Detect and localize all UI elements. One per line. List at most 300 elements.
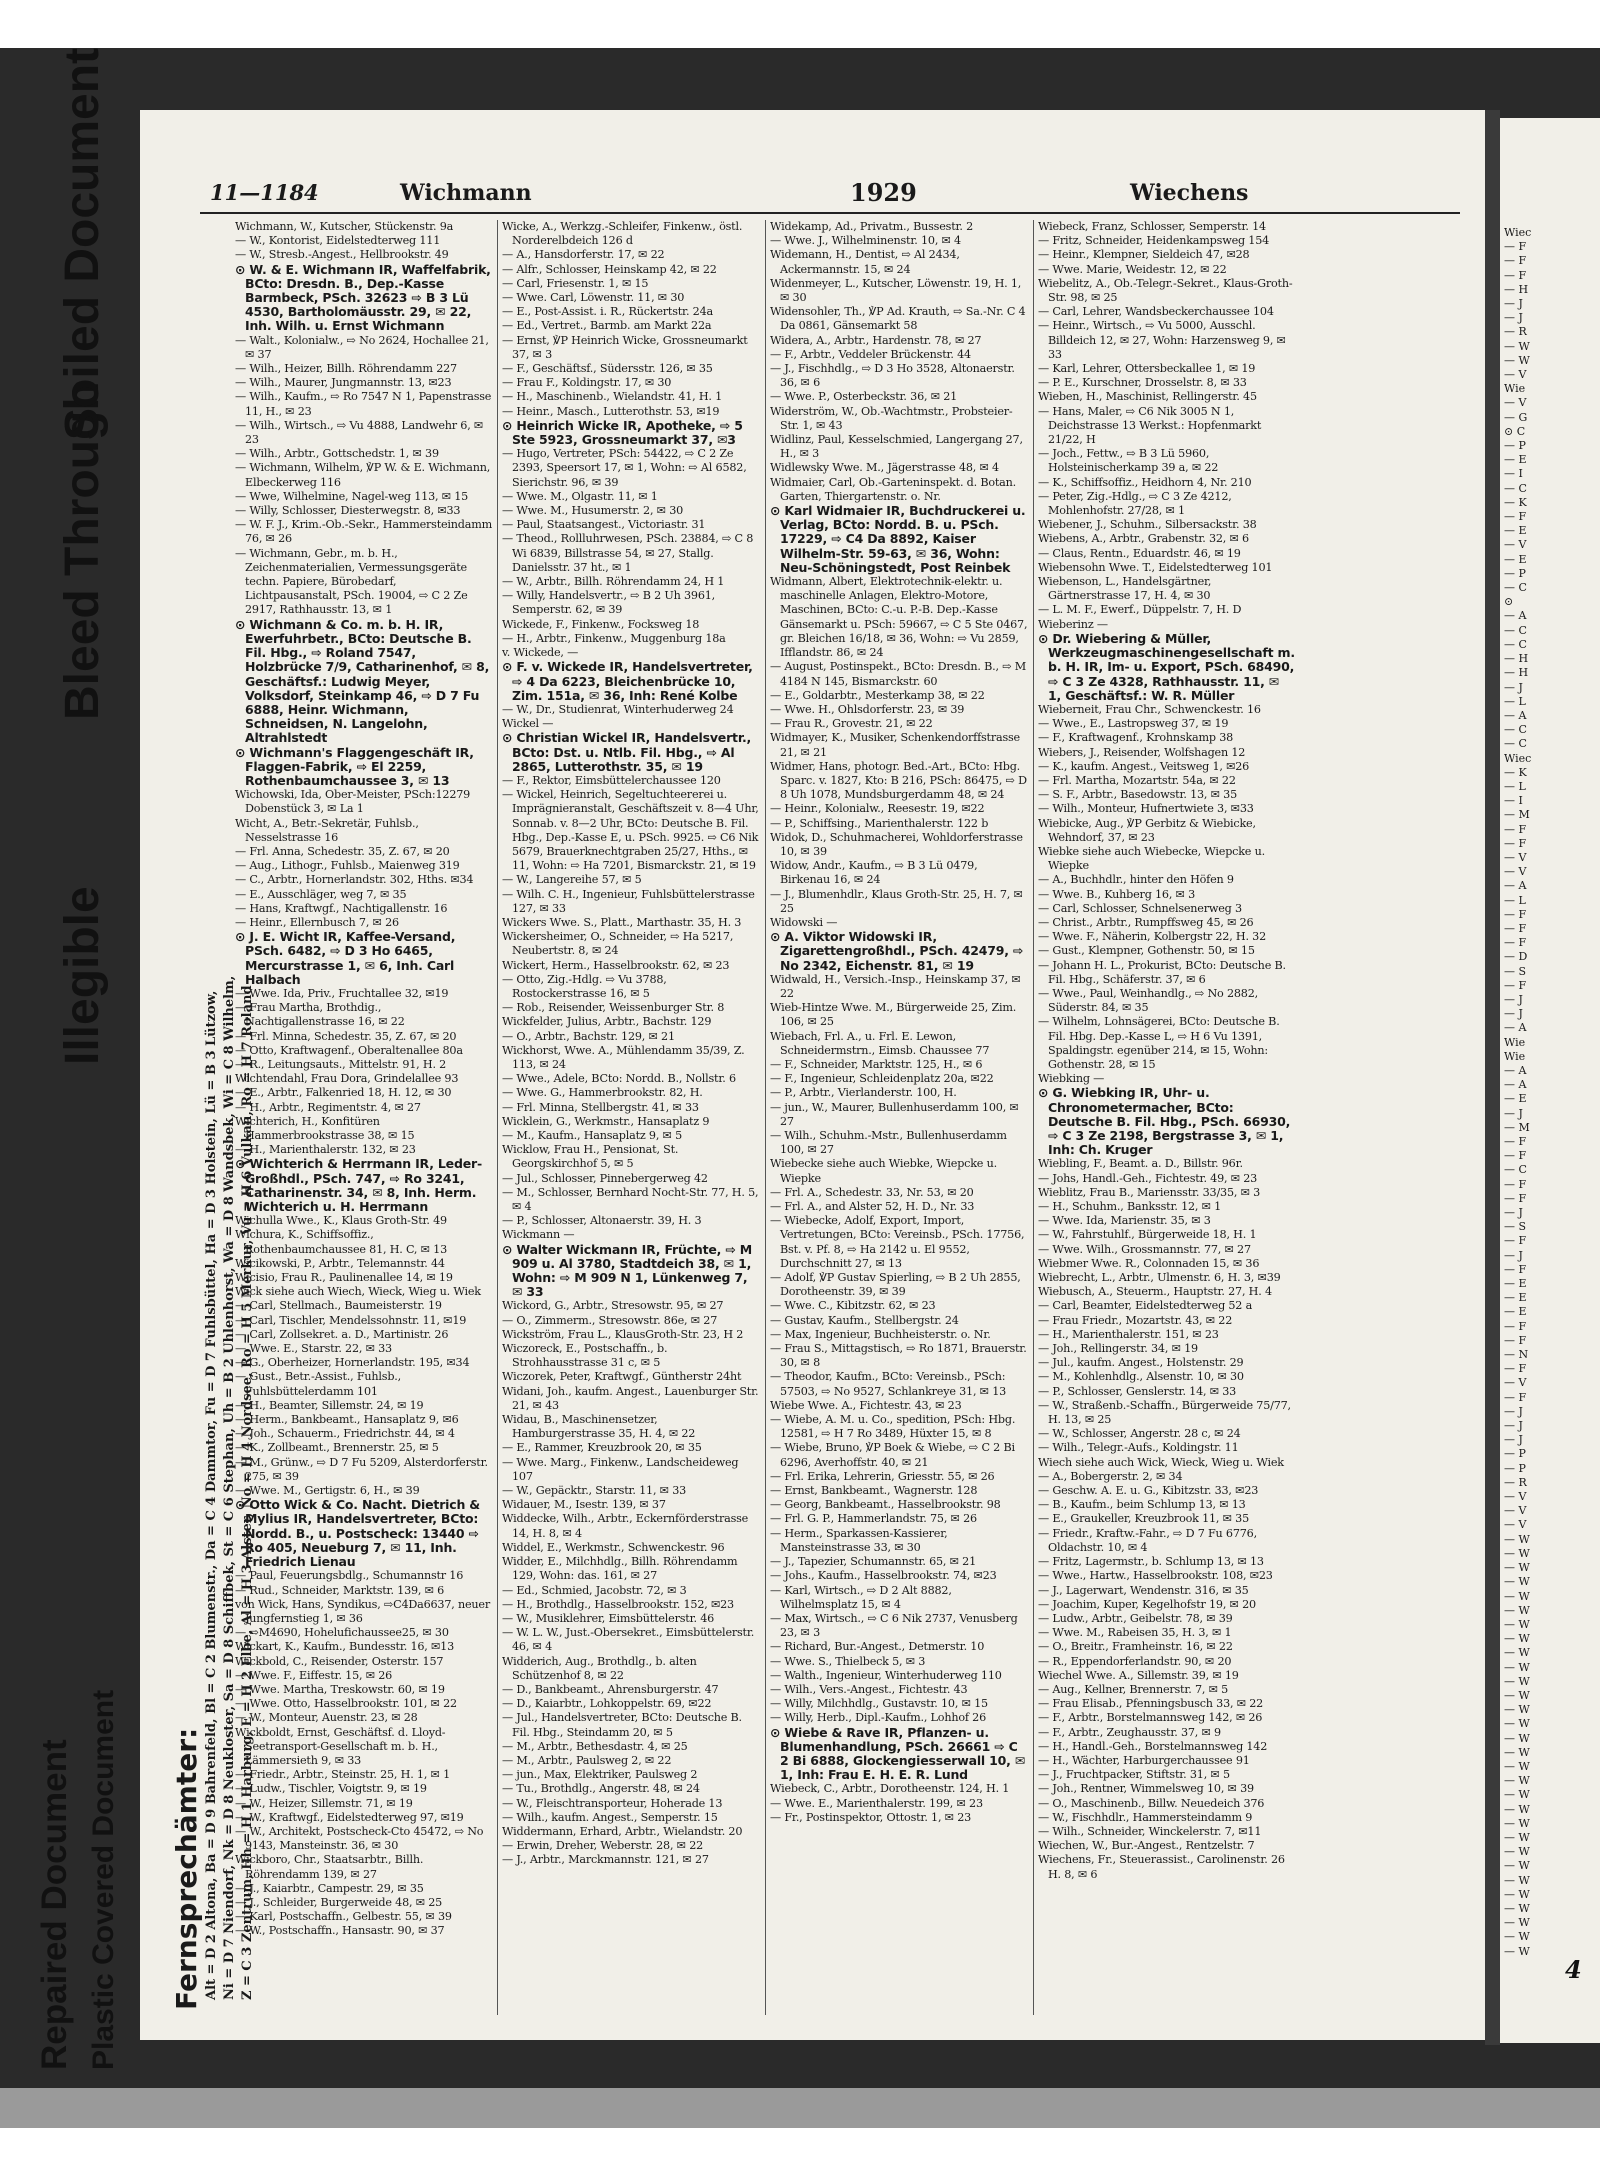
- directory-page: [140, 110, 1485, 2040]
- directory-entry: Wickord, G., Arbtr., Stresowstr. 95, ✉ 27: [502, 1299, 724, 1313]
- label-illegible: Illegible: [56, 886, 109, 1065]
- directory-entry: — Heinr., Masch., Lutterothstr. 53, ✉19: [502, 404, 720, 418]
- directory-entry: — W. L. W., Just.-Obersekret., Eimsbüttelerstr. 46, ✉ 4: [502, 1626, 755, 1654]
- directory-entry: — W., Gepäcktr., Starstr. 11, ✉ 33: [502, 1484, 687, 1498]
- directory-entry: — Frl. Anna, Schedestr. 35, Z. 67, ✉ 20: [235, 844, 450, 858]
- directory-entry: Widauer, M., Isestr. 139, ✉ 37: [502, 1498, 666, 1512]
- directory-entry: — Willy, Schlosser, Diesterwegstr. 8, ✉33: [235, 504, 461, 518]
- directory-entry: ⊙ Heinrich Wicke IR, Apotheke, ⇨ 5 Ste 5923, Grossneumarkt 37, ✉3: [502, 417, 743, 448]
- directory-entry: — Friedr., Arbtr., Steinstr. 25, H. 1, ✉ 1: [235, 1768, 450, 1782]
- next-page-line: — H: [1504, 652, 1529, 666]
- directory-entry: Wickart, K., Kaufm., Bundesstr. 16, ✉13: [235, 1640, 455, 1654]
- directory-entry: — F., Kraftwagenf., Krohnskamp 38: [1038, 731, 1234, 745]
- directory-entry: — E., Rammer, Kreuzbrook 20, ✉ 35: [502, 1441, 702, 1455]
- directory-entry: Widdecke, Wilh., Arbtr., Eckernförderstrasse 14, H. 8, ✉ 4: [502, 1512, 749, 1540]
- directory-entry: — H., Maschinenb., Wielandstr. 41, H. 1: [502, 390, 723, 404]
- directory-entry: — Wwe. J., Wilhelminenstr. 10, ✉ 4: [770, 234, 961, 248]
- next-page-line: ⊙ C: [1504, 424, 1526, 438]
- directory-entry: Widow, Andr., Kaufm., ⇨ B 3 Lü 0479, Birkenau 16, ✉ 24: [770, 859, 978, 887]
- next-page-line: — F: [1504, 1390, 1527, 1404]
- next-page-line: — J: [1504, 1007, 1523, 1021]
- directory-entry: — F., Arbtr., Borstelmannsweg 142, ✉ 26: [1038, 1711, 1263, 1725]
- directory-entry: — M., Arbtr., Bethesdastr. 4, ✉ 25: [502, 1739, 688, 1753]
- directory-entry: — Ernst, Bankbeamt., Wagnerstr. 128: [770, 1484, 978, 1498]
- next-page-line: — W: [1504, 1561, 1530, 1575]
- next-page-line: — J: [1504, 1206, 1523, 1220]
- next-page-line: — F: [1504, 978, 1527, 992]
- next-page-line: — F: [1504, 1191, 1527, 1205]
- next-page-line: — W: [1504, 1603, 1530, 1617]
- next-page-line: — A: [1504, 1078, 1527, 1092]
- directory-entry: — Wiebe, A. M. u. Co., spedition, PSch: Hbg. 12581, ⇨ H 7 Ro 3489, Hüxter 15, ✉ 8: [770, 1413, 1016, 1441]
- directory-entry: — Wwe. Carl, Löwenstr. 11, ✉ 30: [502, 291, 685, 305]
- directory-entry: — jun., Max, Elektriker, Paulsweg 2: [502, 1768, 698, 1782]
- next-page-line: — V: [1504, 1504, 1527, 1518]
- directory-entry: — Wilh., Kaufm., ⇨ Ro 7547 N 1, Papenstrasse 11, H., ✉ 23: [235, 390, 492, 418]
- next-page-line: — F: [1504, 240, 1527, 254]
- next-page-line: — F: [1504, 936, 1527, 950]
- next-page-line: — C: [1504, 581, 1527, 595]
- next-page-line: — N: [1504, 1348, 1529, 1362]
- directory-entry: — Wilh., kaufm. Angest., Semperstr. 15: [502, 1810, 718, 1824]
- directory-entry: Wickel —: [502, 717, 554, 731]
- directory-entry: von Wick, Hans, Syndikus, ⇨C4Da6637, neuer Jungfernstieg 1, ✉ 36: [235, 1597, 490, 1625]
- directory-entry: — Alfr., Schlosser, Heinskamp 42, ✉ 22: [502, 262, 717, 276]
- directory-entry: — F., Arbtr., Zeughausstr. 37, ✉ 9: [1038, 1725, 1221, 1739]
- directory-entry: Wieb-Hintze Wwe. M., Bürgerweide 25, Zim. 106, ✉ 25: [770, 1001, 1017, 1029]
- next-page-edge: [1500, 118, 1600, 2043]
- directory-entry: — Ludw., Tischler, Voigtstr. 9, ✉ 19: [235, 1782, 427, 1796]
- directory-entry: — Aug., Kellner, Brennerstr. 7, ✉ 5: [1038, 1682, 1229, 1696]
- directory-entry: ⊙ Karl Widmaier IR, Buchdruckerei u. Verlag, BCto: Nordd. B. u. PSch. 17229, ⇨ C4 Da 8892, Kaiser Wilhelm-Str. 59-63, ✉ 36, Wohn: Neu-Schöningstedt, Post Reinbek: [770, 503, 1026, 575]
- next-page-line: — C: [1504, 723, 1527, 737]
- next-page-line: — W: [1504, 1717, 1530, 1731]
- next-page-line: — V: [1504, 368, 1527, 382]
- directory-entry: — Joh., Schauerm., Friedrichstr. 44, ✉ 4: [235, 1427, 455, 1441]
- next-page-line: — F: [1504, 1177, 1527, 1191]
- directory-entry: Wicke, A., Werkzg.-Schleifer, Finkenw., östl. Norderelbdeich 126 d: [502, 220, 743, 248]
- legend-line-1: Alt = D 2 Altona, Ba = D 9 Bahrenfeld, Bl = C 2 Blumenstr., Da = C 4 Dammtor, Fu = D 7 Fuhlsbüttel, Ha = D 3 Holstein, Lü = B 3 Lützow,: [204, 990, 219, 2000]
- directory-entry: — Jul., Schlosser, Pinnebergerweg 42: [502, 1171, 708, 1185]
- directory-entry: Wickhorst, Wwe. A., Mühlendamm 35/39, Z. 113, ✉ 24: [502, 1043, 745, 1071]
- directory-entry: — Fritz, Lagermstr., b. Schlump 13, ✉ 13: [1038, 1555, 1264, 1569]
- directory-entry: Wiebach, Frl. A., u. Frl. E. Lewon, Schneidermstrn., Eimsb. Chaussee 77: [770, 1029, 990, 1057]
- next-page-line: — K: [1504, 495, 1527, 509]
- directory-entry: — Rud., Schneider, Marktstr. 139, ✉ 6: [235, 1583, 445, 1597]
- directory-entry: ⊙ Christian Wickel IR, Handelsvertr., BCto: Dst. u. Ntlb. Fil. Hbg., ⇨ Al 2865, Lutterothstr. 35, ✉ 19: [502, 730, 752, 774]
- next-page-line: — J: [1504, 1419, 1523, 1433]
- next-page-line: — P: [1504, 566, 1526, 580]
- next-page-line: — A: [1504, 879, 1527, 893]
- directory-column-2: [502, 220, 760, 2020]
- directory-entry: Wickersheimer, O., Schneider, ⇨ Ha 5217, Neubertstr. 8, ✉ 24: [502, 930, 734, 958]
- next-page-line: — J: [1504, 1433, 1523, 1447]
- directory-entry: — W., Fischhdlr., Hammersteindamm 9: [1038, 1810, 1253, 1824]
- next-page-line: — W: [1504, 1830, 1530, 1844]
- next-page-line: — F: [1504, 268, 1527, 282]
- directory-entry: — O., Arbtr., Bachstr. 129, ✉ 21: [502, 1029, 675, 1043]
- directory-entry: — Fritz, Schneider, Heidenkampsweg 154: [1038, 234, 1270, 248]
- directory-entry: — Wilh., Monteur, Hufnertwiete 3, ✉33: [1038, 802, 1254, 816]
- directory-entry: — P., Schlosser, Genslerstr. 14, ✉ 33: [1038, 1384, 1237, 1398]
- directory-entry: — H., Wächter, Harburgerchaussee 91: [1038, 1753, 1250, 1767]
- next-page-line: — M: [1504, 1120, 1530, 1134]
- next-page-line: — W: [1504, 1759, 1530, 1773]
- next-page-line: — L: [1504, 694, 1526, 708]
- directory-entry: — Herm., Sparkassen-Kassierer, Mansteinstrasse 33, ✉ 30: [770, 1526, 948, 1554]
- next-page-line: — V: [1504, 1518, 1527, 1532]
- directory-entry: — B., Kaufm., beim Schlump 13, ✉ 13: [1038, 1498, 1246, 1512]
- directory-entry: — D., Bankbeamt., Ahrensburgerstr. 47: [502, 1682, 719, 1696]
- directory-entry: Wickström, Frau L., KlausGroth-Str. 23, H 2: [502, 1327, 744, 1341]
- directory-entry: — Johann H. L., Prokurist, BCto: Deutsche B. Fil. Hbg., Schäferstr. 37, ✉ 6: [1038, 958, 1286, 986]
- next-page-line: — C: [1504, 637, 1527, 651]
- directory-entry: — Frl. A., and Alster 52, H. D., Nr. 33: [770, 1200, 975, 1214]
- directory-entry: — Wilh., Arbtr., Gottschedstr. 1, ✉ 39: [235, 447, 439, 461]
- directory-entry: Wieberinz —: [1038, 617, 1108, 631]
- directory-entry: Wichterich, H., Konfitüren Hammerbrookstrasse 38, ✉ 15: [235, 1114, 415, 1142]
- next-page-line: — E: [1504, 1092, 1527, 1106]
- directory-entry: — R., Eppendorferlandstr. 90, ✉ 20: [1038, 1654, 1232, 1668]
- directory-entry: Widdel, E., Werkmstr., Schwenckestr. 96: [502, 1540, 725, 1554]
- next-page-line: — E: [1504, 453, 1527, 467]
- next-page-line: — W: [1504, 1575, 1530, 1589]
- directory-entry: — O., Maschinenb., Billw. Neuedeich 376: [1038, 1796, 1265, 1810]
- directory-entry: Wichulla Wwe., K., Klaus Groth-Str. 49: [235, 1214, 447, 1228]
- directory-entry: v. Wickede, —: [502, 646, 579, 660]
- next-page-line: — H: [1504, 666, 1529, 680]
- directory-entry: — W., Schlosser, Angerstr. 28 c, ✉ 24: [1038, 1427, 1241, 1441]
- directory-entry: ⊙ F. v. Wickede IR, Handelsvertreter, ⇨ 4 Da 6223, Bleichenbrücke 10, Zim. 151a, ✉ 36, Inh: René Kolbe: [502, 659, 753, 703]
- directory-entry: — Fr., Postinspektor, Ottostr. 1, ✉ 23: [770, 1810, 972, 1824]
- next-page-line: — I: [1504, 467, 1523, 481]
- directory-entry: Wiebe Wwe. A., Fichtestr. 43, ✉ 23: [770, 1398, 962, 1412]
- directory-entry: — A., Hansdorferstr. 17, ✉ 22: [502, 248, 665, 262]
- directory-entry: — Wwe. Ida, Marienstr. 35, ✉ 3: [1038, 1214, 1211, 1228]
- directory-entry: — W. F. J., Krim.-Ob.-Sekr., Hammersteindamm 76, ✉ 26: [235, 518, 493, 546]
- directory-entry: — Tu., Brothdlg., Angerstr. 48, ✉ 24: [502, 1782, 700, 1796]
- next-page-line: — W: [1504, 1873, 1530, 1887]
- directory-entry: — Jul., Handelsvertreter, BCto: Deutsche B. Fil. Hbg., Steindamm 20, ✉ 5: [502, 1711, 742, 1739]
- directory-entry: — Wwe. Ida, Priv., Fruchtallee 32, ✉19: [235, 986, 449, 1000]
- directory-entry: — H., Schuhm., Banksstr. 12, ✉ 1: [1038, 1200, 1222, 1214]
- directory-entry: Wiebeck, C., Arbtr., Dorotheenstr. 124, H. 1: [770, 1782, 1010, 1796]
- directory-entry: — K., kaufm. Angest., Veitsweg 1, ✉26: [1038, 759, 1250, 773]
- directory-entry: — Wwe. G., Hammerbrookstr. 82, H.: [502, 1086, 703, 1100]
- directory-entry: — P. E., Kurschner, Drosselstr. 8, ✉ 33: [1038, 376, 1247, 390]
- next-page-line: — W: [1504, 1930, 1530, 1944]
- directory-entry: — J., Kaiarbtr., Campestr. 29, ✉ 35: [235, 1881, 424, 1895]
- directory-entry: — H., Brothdlg., Hasselbrookstr. 152, ✉23: [502, 1597, 734, 1611]
- directory-entry: — W., Kraftwgf., Eidelstedterweg 97, ✉19: [235, 1810, 464, 1824]
- directory-entry: — Wwe. E., Marienthalerstr. 199, ✉ 23: [770, 1796, 983, 1810]
- next-page-line: — F: [1504, 907, 1527, 921]
- directory-entry: — Wilh., Wirtsch., ⇨ Vu 4888, Landwehr 6, ✉ 23: [235, 418, 484, 447]
- directory-entry: — Wwe. Wilh., Grossmannstr. 77, ✉ 27: [1038, 1242, 1251, 1256]
- next-page-line: — W: [1504, 1944, 1530, 1958]
- directory-entry: Wiebenson, L., Handelsgärtner, Gärtnerstrasse 17, H. 4, ✉ 30: [1038, 575, 1212, 603]
- directory-entry: Wiebicke, Aug., ℣P Gerbitz & Wiebicke, Wehndorf, 37, ✉ 23: [1038, 816, 1256, 844]
- directory-entry: — Wwe., Paul, Weinhandlg., ⇨ No 2882, Süderstr. 84, ✉ 35: [1038, 986, 1258, 1015]
- directory-entry: — W., Arbtr., Billh. Röhrendamm 24, H 1: [502, 575, 725, 589]
- directory-entry: — Johs, Handl.-Geh., Fichtestr. 49, ✉ 23: [1038, 1171, 1258, 1185]
- label-repaired: Repaired Document: [35, 1739, 74, 2070]
- directory-entry: — W., Architekt, Postscheck-Cto 45472, ⇨ No 9143, Mansteinstr. 36, ✉ 30: [235, 1824, 484, 1853]
- next-page-line: Wiec: [1504, 751, 1532, 765]
- directory-entry: — Willy, Milchhdlg., Gustavstr. 10, ✉ 15: [770, 1697, 988, 1711]
- directory-entry: — Paul, Staatsangest., Victoriastr. 31: [502, 518, 706, 532]
- directory-entry: Wiebers, J., Reisender, Wolfshagen 12: [1038, 745, 1246, 759]
- directory-entry: Widowski —: [770, 915, 838, 929]
- directory-entry: — Carl, Beamter, Eidelstedterweg 52 a: [1038, 1299, 1253, 1313]
- next-page-line: — W: [1504, 1901, 1530, 1915]
- directory-entry: — Heinr., Wirtsch., ⇨ Vu 5000, Ausschl. Billdeich 12, ✉ 27, Wohn: Harzensweg 9, ✉ 33: [1038, 319, 1286, 361]
- directory-entry: — Carl, Tischler, Mendelssohnstr. 11, ✉19: [235, 1313, 467, 1327]
- next-page-line: — D: [1504, 950, 1528, 964]
- next-page-line: — S: [1504, 1220, 1527, 1234]
- directory-entry: Wiebelitz, A., Ob.-Telegr.-Sekret., Klaus-Groth-Str. 98, ✉ 25: [1038, 276, 1293, 305]
- directory-entry: — Carl, Lehrer, Wandsbeckerchaussee 104: [1038, 305, 1274, 319]
- next-page-line: ⊙: [1504, 595, 1514, 609]
- directory-entry: Widder, E., Milchhdlg., Billh. Röhrendamm 129, Wohn: das. 161, ✉ 27: [502, 1555, 738, 1583]
- directory-entry: — Claus, Rentn., Eduardstr. 46, ✉ 19: [1038, 546, 1241, 560]
- directory-entry: — E., Graukeller, Kreuzbrook 11, ✉ 35: [1038, 1512, 1250, 1526]
- directory-entry: — Wwe. H., Ohlsdorferstr. 23, ✉ 39: [770, 702, 965, 716]
- directory-entry: — E., Post-Assist. i. R., Rückertstr. 24a: [502, 305, 713, 319]
- directory-entry: — Theod., Rollluhrwesen, PSch. 23884, ⇨ C 8 Wi 6839, Billstrasse 54, ✉ 27, Stallg. Danielsstr. 37 ht., ✉ 1: [502, 532, 754, 574]
- next-page-line: — S: [1504, 964, 1527, 978]
- directory-entry: — Joch., Fettw., ⇨ B 3 Lü 5960, Holsteinischerkamp 39 a, ✉ 22: [1038, 447, 1219, 475]
- next-page-line: — F: [1504, 921, 1527, 935]
- legend-line-2: Ni = D 7 Niendorf, Nk = D 8 Neukloster, Sa = D 8 Schiffbek, St = C 6 Stephan, Uh = B 2 Uhlenhorst, Wa = D 8 Wandsbek, Wi = C 8 Wilhelm,: [222, 975, 237, 2000]
- directory-entry: — Wwe. M., Olgastr. 11, ✉ 1: [502, 489, 658, 503]
- directory-entry: — J., Fruchtpacker, Stiftstr. 31, ✉ 5: [1038, 1768, 1230, 1782]
- directory-entry: Wiebling, F., Beamt. a. D., Billstr. 96r.: [1038, 1157, 1243, 1171]
- directory-entry: — W., Fahrstuhlf., Bürgerweide 18, H. 1: [1038, 1228, 1257, 1242]
- directory-entry: — Wilh., Schneider, Winckelerstr. 7, ✉11: [1038, 1824, 1262, 1838]
- directory-entry: Wickers Wwe. S., Platt., Marthastr. 35, H. 3: [502, 915, 742, 929]
- directory-entry: — P., Schiffsing., Marienthalerstr. 122 b: [770, 816, 989, 830]
- next-page-line: — H: [1504, 282, 1529, 296]
- directory-entry: — Hugo, Vertreter, PSch: 54422, ⇨ C 2 Ze 2393, Speersort 17, ✉ 1, Wohn: ⇨ Al 6582, Sierichstr. 96, ✉ 39: [502, 447, 747, 489]
- directory-entry: Widwald, H., Versich.-Insp., Heinskamp 37, ✉ 22: [770, 972, 1021, 1000]
- directory-entry: — W., Postschaffn., Hansastr. 90, ✉ 37: [235, 1924, 445, 1938]
- directory-entry: Widmaier, Carl, Ob.-Garteninspekt. d. Botan. Garten, Thiergartenstr. o. Nr.: [770, 475, 1017, 503]
- directory-entry: Wicklein, G., Werkmstr., Hansaplatz 9: [502, 1114, 710, 1128]
- directory-entry: — W., Monteur, Auenstr. 23, ✉ 28: [235, 1711, 418, 1725]
- directory-entry: — Georg, Bankbeamt., Hasselbrookstr. 98: [770, 1498, 1001, 1512]
- directory-entry: Wiebusch, A., Steuerm., Hauptstr. 27, H. 4: [1038, 1285, 1272, 1299]
- directory-entry: — Frau F., Koldingstr. 17, ✉ 30: [502, 376, 672, 390]
- directory-entry: — Ed., Schmied, Jacobstr. 72, ✉ 3: [502, 1583, 687, 1597]
- next-page-line: — F: [1504, 1333, 1527, 1347]
- directory-entry: Widenmeyer, L., Kutscher, Löwenstr. 19, H. 1, ✉ 30: [770, 276, 1022, 305]
- next-page-line: Wie: [1504, 382, 1526, 396]
- directory-entry: — Wwe. Martha, Treskowstr. 60, ✉ 19: [235, 1682, 445, 1696]
- next-page-line: — C: [1504, 737, 1527, 751]
- next-page-line: — J: [1504, 297, 1523, 311]
- directory-entry: Widmann, Albert, Elektrotechnik-elektr. u. maschinelle Anlagen, Elektro-Motore, Maschinen, BCto: C.-u. P.-B. Dep.-Kasse Gänsemarkt u. PSch: 59667, ⇨ C 5 Ste 0467, gr. Bleichen 16/18, ✉ 36, Wohn: ⇨ Vu 2859, Ifflandstr. 86, ✉ 24: [770, 575, 1028, 660]
- directory-entry: — M., Grünw., ⇨ D 7 Fu 5209, Alsterdorferstr. 275, ✉ 39: [235, 1455, 488, 1483]
- directory-entry: Widderich, Aug., Brothdlg., b. alten Schützenhof 8, ✉ 22: [502, 1654, 697, 1682]
- next-page-line: — E: [1504, 1305, 1527, 1319]
- directory-entry: Wiebens, A., Arbtr., Grabenstr. 32, ✉ 6: [1038, 532, 1249, 546]
- directory-entry: — Wwe. F., Eiffestr. 15, ✉ 26: [235, 1668, 393, 1682]
- next-page-line: — F: [1504, 1135, 1527, 1148]
- directory-entry: — Wilh., Heizer, Billh. Röhrendamm 227: [235, 362, 457, 376]
- next-page-line: Wie: [1504, 1035, 1526, 1049]
- directory-entry: — A., Buchhdlr., hinter den Höfen 9: [1038, 873, 1234, 887]
- directory-entry: Wickfelder, Julius, Arbtr., Bachstr. 129: [502, 1015, 712, 1029]
- next-page-line: — J: [1504, 1248, 1523, 1262]
- directory-entry: — W., Fleischtransporteur, Hoherade 13: [502, 1796, 723, 1810]
- next-page-line: — E: [1504, 1291, 1527, 1305]
- next-page-line: — W: [1504, 1617, 1530, 1631]
- directory-entry: — Joh., Rentner, Wimmelsweg 10, ✉ 39: [1038, 1782, 1254, 1796]
- book-gutter: [1485, 110, 1500, 2045]
- next-page-line: — W: [1504, 1532, 1530, 1546]
- directory-entry: Wickbold, C., Reisender, Osterstr. 157: [235, 1654, 444, 1668]
- directory-entry: — H., Arbtr., Finkenw., Muggenburg 18a: [502, 631, 726, 645]
- next-page-line: — P: [1504, 439, 1526, 453]
- directory-entry: Wichowski, Ida, Ober-Meister, PSch:12279 Dobenstück 3, ✉ La 1: [235, 788, 471, 816]
- directory-entry: — J., Lagerwart, Wendenstr. 316, ✉ 35: [1038, 1583, 1249, 1597]
- directory-entry: — W., Stresb.-Angest., Hellbrookstr. 49: [235, 248, 449, 262]
- directory-entry: — J., Blumenhdlr., Klaus Groth-Str. 25, H. 7, ✉ 25: [770, 887, 1023, 915]
- next-page-line: — F: [1504, 1362, 1527, 1376]
- directory-entry: Wicisio, Frau R., Paulinenallee 14, ✉ 19: [235, 1271, 453, 1285]
- directory-entry: — Wwe. E., Starstr. 22, ✉ 33: [235, 1342, 392, 1356]
- directory-entry: — Aug., Lithogr., Fuhlsb., Maienweg 319: [235, 859, 460, 873]
- next-page-line: — A: [1504, 609, 1527, 623]
- directory-entry: — F., Schneider, Marktstr. 125, H., ✉ 6: [770, 1057, 983, 1071]
- directory-entry: Wickboldt, Ernst, Geschäftsf. d. Lloyd-Seetransport-Gesellschaft m. b. H., Lämmersieth 9, ✉ 33: [235, 1725, 446, 1767]
- directory-entry: ⊙ Otto Wick & Co. Nacht. Dietrich & Mylius IR, Handelsvertreter, BCto: Nordd. B., u. Postscheck: 13440 ⇨ Ro 405, Neueburg 7, ✉ 11, Inh. Friedrich Lienau: [235, 1497, 481, 1570]
- directory-entry: — Wwe. M., Husumerstr. 2, ✉ 30: [502, 504, 684, 518]
- next-page-line: — W: [1504, 1859, 1530, 1873]
- directory-entry: Wickert, Herm., Hasselbrookstr. 62, ✉ 23: [502, 958, 730, 972]
- directory-entry: — Frau S., Mittagstisch, ⇨ Ro 1871, Brauerstr. 30, ✉ 8: [770, 1342, 1027, 1370]
- left-guide-word: Wichmann: [400, 180, 532, 206]
- year-heading: 1929: [850, 178, 917, 207]
- directory-entry: Wiechel Wwe. A., Sillemstr. 39, ✉ 19: [1038, 1668, 1239, 1682]
- next-page-line: — J: [1504, 1106, 1523, 1120]
- directory-entry: — P., Schlosser, Altonaerstr. 39, H. 3: [502, 1214, 702, 1228]
- directory-entry: — Wichmann, Wilhelm, ℣P W. & E. Wichmann, Elbeckerweg 116: [235, 461, 491, 489]
- directory-entry: Wicikowski, P., Arbtr., Telemannstr. 44: [235, 1256, 445, 1270]
- directory-entry: — Ed., Vertret., Barmb. am Markt 22a: [502, 319, 712, 333]
- directory-entry: Wiechens, Fr., Steuerassist., Carolinenstr. 26 H. 8, ✉ 6: [1038, 1853, 1285, 1881]
- directory-entry: — C., Arbtr., Hornerlandstr. 302, Hths. ✉34: [235, 873, 474, 887]
- directory-entry: Widerström, W., Ob.-Wachtmstr., Probsteier-Str. 1, ✉ 43: [770, 404, 1013, 432]
- next-page-line: — G: [1504, 410, 1528, 424]
- directory-entry: — August, Postinspekt., BCto: Dresdn. B., ⇨ M 4184 N 145, Bismarckstr. 60: [770, 660, 1027, 688]
- directory-entry: — Gustav, Kaufm., Stellbergstr. 24: [770, 1313, 959, 1327]
- directory-entry: — F., Arbtr., Veddeler Brückenstr. 44: [770, 347, 971, 361]
- directory-entry: Widensohler, Th., ℣P Ad. Krauth, ⇨ Sa.-Nr. C 4 Da 0861, Gänsemarkt 58: [770, 305, 1026, 333]
- directory-entry: — Carl, Stellmach., Baumeisterstr. 19: [235, 1299, 442, 1313]
- directory-entry: — Karl, Lehrer, Ottersbeckallee 1, ✉ 19: [1038, 362, 1256, 376]
- directory-entry: — Jul., kaufm. Angest., Holstenstr. 29: [1038, 1356, 1244, 1370]
- directory-entry: — Herm., Bankbeamt., Hansaplatz 9, ✉6: [235, 1413, 459, 1427]
- next-page-line: — I: [1504, 794, 1523, 808]
- directory-entry: — S. F., Arbtr., Basedowstr. 13, ✉ 35: [1038, 788, 1237, 802]
- next-page-line: — L: [1504, 779, 1526, 793]
- column-divider: [497, 220, 498, 2015]
- directory-entry: — M., Arbtr., Paulsweg 2, ✉ 22: [502, 1753, 672, 1767]
- directory-entry: — W., Kontorist, Eidelstedterweg 111: [235, 234, 441, 248]
- directory-entry: — Wwe., Adele, BCto: Nordd. B., Nollstr. 6: [502, 1072, 736, 1086]
- directory-entry: Wiebener, J., Schuhm., Silbersackstr. 38: [1038, 518, 1257, 532]
- directory-entry: — W., Musiklehrer, Eimsbüttelerstr. 46: [502, 1611, 715, 1625]
- directory-entry: — Hans, Kraftwgf., Nachtigallenstr. 16: [235, 901, 448, 915]
- next-page-line: — E: [1504, 552, 1527, 566]
- directory-entry: — W., Heizer, Sillemstr. 71, ✉ 19: [235, 1796, 413, 1810]
- directory-entry: — Frl. G. P., Hammerlandstr. 75, ✉ 26: [770, 1512, 977, 1526]
- directory-entry: — Wwe. B., Kuhberg 16, ✉ 3: [1038, 887, 1196, 901]
- directory-entry: — K., Schiffsoffiz., Heidhorn 4, Nr. 210: [1038, 475, 1252, 489]
- directory-entry: Wiech siehe auch Wick, Wieck, Wieg u. Wiek: [1038, 1455, 1284, 1469]
- directory-column-3: [770, 220, 1028, 2020]
- directory-entry: — Wilh. C. H., Ingenieur, Fuhlsbüttelerstrasse 127, ✉ 33: [502, 887, 755, 915]
- next-page-line: — V: [1504, 538, 1527, 552]
- next-page-line: — W: [1504, 1703, 1530, 1717]
- next-page-line: — W: [1504, 1887, 1530, 1901]
- label-bleed: Bleed Through: [56, 381, 109, 720]
- directory-entry: — Wickel, Heinrich, Segeltuchteererei u. Imprägnieranstalt, Geschäftszeit v. 8—4 Uhr, Sonnab. v. 8—2 Uhr, BCto: Deutsche B. Fil. Hbg., Dep.-Kasse E, u. PSch. 9925. ⇨ C6 Nik 5679, Brauerknechtgraben 25/27, Hths., ✉ 11, Wohn: ⇨ Ha 7201, Bismarckstr. 21, ✉ 19: [502, 788, 759, 873]
- directory-entry: ⊙ G. Wiebking IR, Uhr- u. Chronometermacher, BCto: Deutsche B. Fil. Hbg., PSch. 66930, ⇨ C 3 Ze 2198, Bergstrasse 3, ✉ 1, Inh: Ch. Kruger: [1038, 1085, 1291, 1158]
- directory-entry: — Wwe., E., Lastropsweg 37, ✉ 19: [1038, 717, 1229, 731]
- directory-entry: — Wwe. F., Näherin, Kolbergstr 22, H. 32: [1038, 930, 1267, 944]
- directory-entry: — Rob., Reisender, Weissenburger Str. 8: [502, 1001, 725, 1015]
- directory-entry: Widmayer, K., Musiker, Schenkendorffstrasse 21, ✉ 21: [770, 731, 1020, 759]
- directory-entry: — W., Straßenb.-Schaffn., Bürgerweide 75/77, H. 13, ✉ 25: [1038, 1398, 1291, 1427]
- directory-entry: — Ludw., Arbtr., Geibelstr. 78, ✉ 39: [1038, 1611, 1233, 1625]
- next-page-line: — F: [1504, 1319, 1527, 1333]
- directory-entry: — Gust., Betr.-Assist., Fuhlsb., Fuhlsbüttelerdamm 101: [235, 1370, 401, 1398]
- directory-entry: Wiczoreck, E., Postschaffn., b. Strohhausstrasse 31 c, ✉ 5: [502, 1342, 668, 1370]
- next-page-line: — F: [1504, 1262, 1527, 1276]
- directory-entry: — K., Zollbeamt., Brennerstr. 25, ✉ 5: [235, 1441, 439, 1455]
- directory-entry: — Wwe. S., Thielbeck 5, ✉ 3: [770, 1654, 926, 1668]
- directory-entry: — L. M. F., Ewerf., Düppelstr. 7, H. D: [1038, 603, 1242, 617]
- directory-entry: — E., Arbtr., Falkenried 18, H. 12, ✉ 30: [235, 1086, 452, 1100]
- page-number: 11—1184: [210, 180, 319, 205]
- directory-entry: Wickboro, Chr., Staatsarbtr., Billh. Röhrendamm 139, ✉ 27: [235, 1853, 424, 1881]
- directory-entry: — Paul, Feuerungsbdlg., Schumannstr 16: [235, 1569, 464, 1583]
- next-page-line: — C: [1504, 1163, 1527, 1177]
- directory-entry: — Frl. Martha, Mozartstr. 54a, ✉ 22: [1038, 773, 1236, 787]
- directory-entry: — Wwe, Wilhelmine, Nagel-weg 113, ✉ 15: [235, 489, 469, 503]
- directory-entry: — Max, Ingenieur, Buchheisterstr. o. Nr.: [770, 1327, 991, 1341]
- directory-entry: — M., Kaufm., Hansaplatz 9, ✉ 5: [502, 1129, 682, 1142]
- directory-entry: ⊙ Dr. Wiebering & Müller, Werkzeugmaschinengesellschaft m. b. H. IR, Im- u. Export, PSch. 68490, ⇨ C 3 Ze 4328, Rathhausstr. 11, ✉ 1, Geschäftsf.: W. R. Müller: [1038, 630, 1295, 703]
- directory-entry: ⊙ Wichmann's Flaggengeschäft IR, Flaggen-Fabrik, ⇨ El 2259, Rothenbaumchaussee 3, ✉ 13: [235, 744, 474, 788]
- next-page-lines: [1500, 226, 1600, 1959]
- directory-entry: — Wwe. C., Kibitzstr. 62, ✉ 23: [770, 1299, 936, 1313]
- directory-entry: Widok, D., Schuhmacherei, Wohldorferstrasse 10, ✉ 39: [770, 830, 1023, 858]
- directory-entry: Wiebeck, Franz, Schlosser, Semperstr. 14: [1038, 220, 1266, 233]
- directory-entry: — Wilhelm, Lohnsägerei, BCto: Deutsche B. Fil. Hbg. Dep.-Kasse L, ⇨ H 6 Vu 1391, Spaldingstr. egenüber 214, ✉ 15, Wohn: Gothenstr. 28, ✉ 15: [1038, 1015, 1280, 1071]
- next-page-line: — J: [1504, 1404, 1523, 1418]
- next-page-line: — F: [1504, 1234, 1527, 1248]
- running-head: [200, 176, 1460, 214]
- directory-entry: — Carl, Zollsekret. a. D., Martinistr. 26: [235, 1327, 449, 1341]
- directory-entry: — F., Geschäftsf., Südersstr. 126, ✉ 35: [502, 362, 713, 376]
- next-page-line: — W: [1504, 1916, 1530, 1930]
- directory-entry: — H., Beamter, Sillemstr. 24, ✉ 19: [235, 1398, 424, 1412]
- directory-entry: — Wwe. Otto, Hasselbrookstr. 101, ✉ 22: [235, 1697, 457, 1711]
